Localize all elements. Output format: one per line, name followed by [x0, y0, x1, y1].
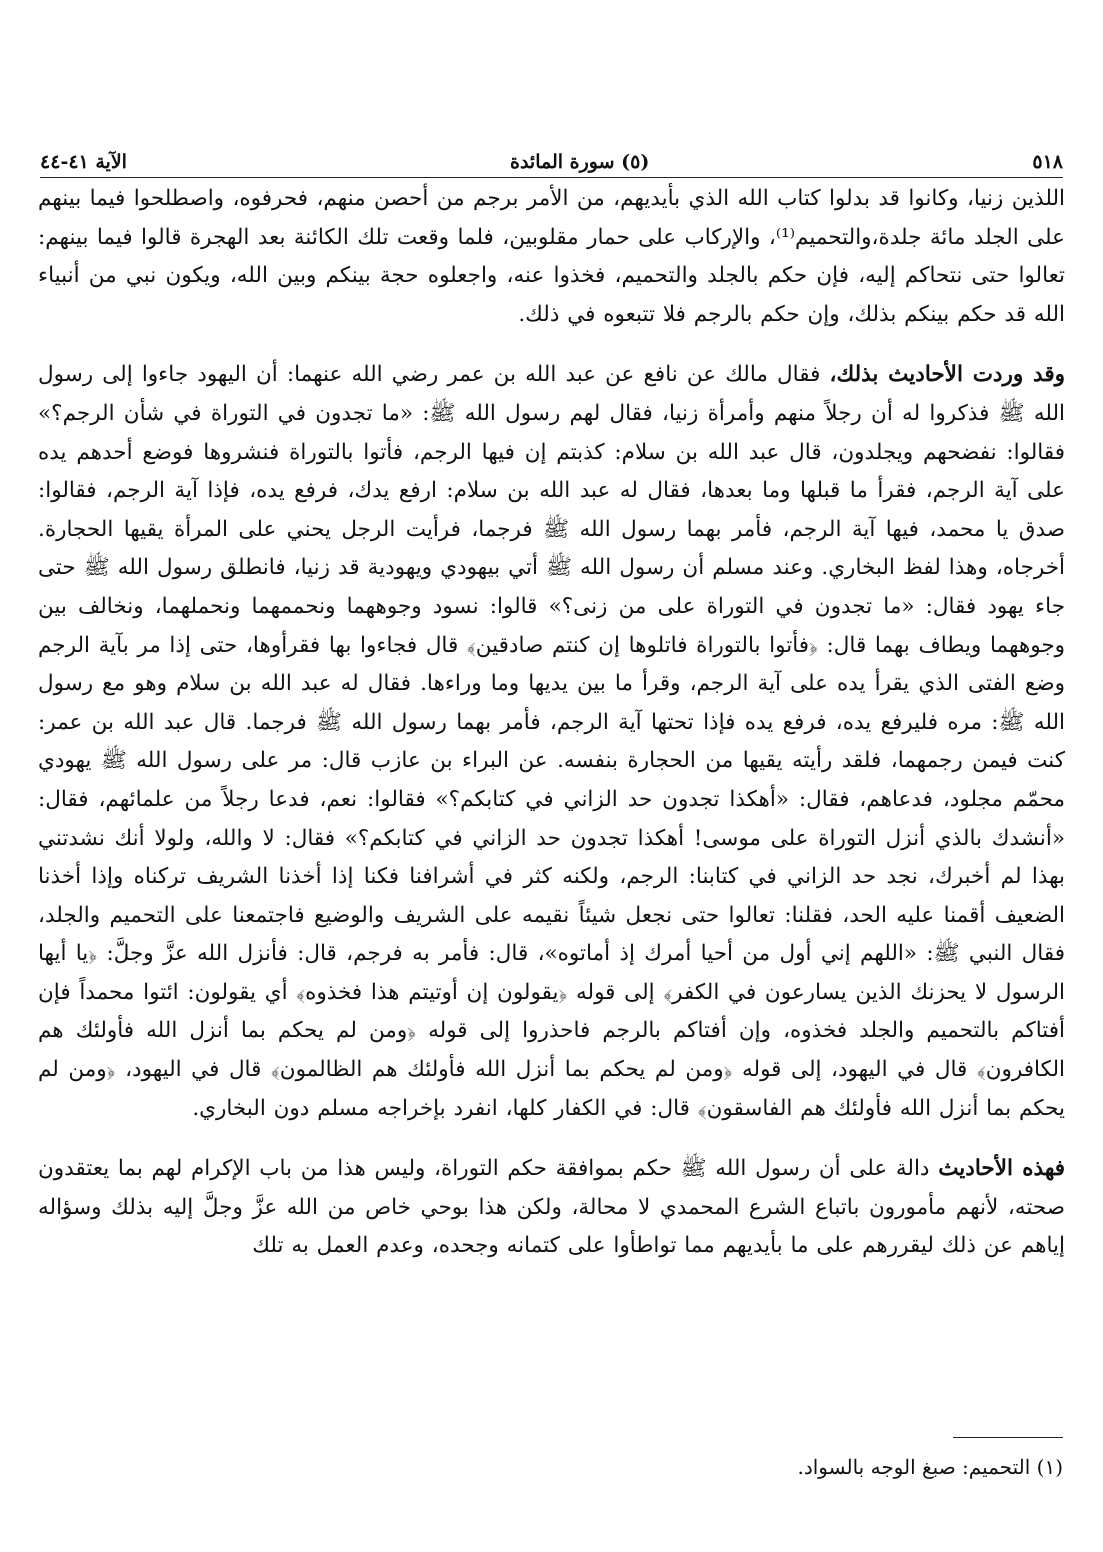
paragraph — [38, 356, 1065, 1128]
paragraph — [38, 1150, 1065, 1266]
paragraph-lead: فهذه الأحاديث — [938, 1156, 1066, 1182]
page-header — [40, 143, 1063, 178]
verse-range: الآية ٤١-٤٤ — [40, 151, 127, 173]
paragraph — [38, 180, 1065, 334]
paragraph-lead: وقد وردت الأحاديث بذلك، — [829, 362, 1065, 388]
paragraph-body: اللذين زنيا، وكانوا قد بدلوا كتاب الله الذي بأيديهم، من الأمر برجم من أحصن منهم، فحرفوه، واصطلحوا فيما بينهم على الجلد مائة جلدة،والتحميم⁽¹⁾، والإركاب على حمار مقلوبين، فلما وقعت تلك الكائنة بعد الهجرة قالوا فيما بينهم: تعالوا حتى نتحاكم إليه، فإن حكم بالجلد والتحميم، فخذوا عنه، واجعلوه حجة بينكم وبين الله، ويكون نبي من أنبياء الله قد حكم بينكم بذلك، وإن حكم بالرجم فلا تتبعوه في ذلك. — [38, 186, 1065, 327]
main-text — [38, 180, 1065, 1266]
page-number: ٥١٨ — [1032, 151, 1063, 173]
paragraph-body: فقال مالك عن نافع عن عبد الله بن عمر رضي الله عنهما: أن اليهود جاءوا إلى رسول الله ﷺ فذكروا له أن رجلاً منهم وأمرأة زنيا، فقال لهم رسول الله ﷺ: «ما تجدون في التوراة في شأن الرجم؟» فقالوا: نفضحهم ويجلدون، قال عبد الله بن سلام: كذبتم إن فيها الرجم، فأتوا بالتوراة فنشروها فوضع أحدهم يده على آية الرجم، فقرأ ما قبلها وما بعدها، فقال له عبد الله بن سلام: ارفع يدك، فرفع يده، فإذا آية الرجم، فقالوا: صدق يا محمد، فيها آية الرجم، فأمر بهما رسول الله ﷺ فرجما، فرأيت الرجل يحني على المرأة يقيها الحجارة. أخرجاه، وهذا لفظ البخاري. وعند مسلم أن رسول الله ﷺ أتي بيهودي ويهودية قد زنيا، فانطلق رسول الله ﷺ حتى جاء يهود فقال: «ما تجدون في التوراة على من زنى؟» قالوا: نسود وجوههما ونحممهما ونحملهما، ونخالف بين وجوههما ويطاف بهما قال: ﴿فأتوا بالتوراة فاتلوها إن كنتم صادقين﴾ قال فجاءوا بها فقرأوها، حتى إذا مر بآية الرجم وضع الفتى الذي يقرأ يده على آية الرجم، وقرأ ما بين يديها وما وراءها. فقال له عبد الله بن سلام وهو مع رسول الله ﷺ: مره فليرفع يده، فرفع يده فإذا تحتها آية الرجم، فأمر بهما رسول الله ﷺ فرجما. قال عبد الله بن عمر: كنت فيمن رجمهما، فلقد رأيته يقيها من الحجارة بنفسه. عن البراء بن عازب قال: مر على رسول الله ﷺ يهودي محمّم مجلود، فدعاهم، فقال: «أهكذا تجدون حد الزاني في كتابكم؟» فقالوا: نعم، فدعا رجلاً من علمائهم، فقال: «أنشدك بالذي أنزل التوراة على موسى! أهكذا تجدون حد الزاني في كتابكم؟» فقال: لا والله، ولولا أنك نشدتني بهذا لم أخبرك، نجد حد الزاني في كتابنا: الرجم، ولكنه كثر في أشرافنا فكنا إذا أخذنا الشريف تركناه وإذا أخذنا الضعيف أقمنا عليه الحد، فقلنا: تعالوا حتى نجعل شيئاً نقيمه على الشريف والوضيع فاجتمعنا على التحميم والجلد، فقال النبي ﷺ: «اللهم إني أول من أحيا أمرك إذ أماتوه»، قال: فأمر به فرجم، قال: فأنزل الله عزَّ وجلَّ: ﴿يا أيها الرسول لا يحزنك الذين يسارعون في الكفر﴾ إلى قوله ﴿يقولون إن أوتيتم هذا فخذوه﴾ أي يقولون: ائتوا محمداً فإن أفتاكم بالتحميم والجلد فخذوه، وإن أفتاكم بالرجم فاحذروا إلى قوله ﴿ومن لم يحكم بما أنزل الله فأولئك هم الكافرون﴾ قال في اليهود، إلى قوله ﴿ومن لم يحكم بما أنزل الله فأولئك هم الظالمون﴾ قال في اليهود، ﴿ومن لم يحكم بما أنزل الله فأولئك هم الفاسقون﴾ قال: في الكفار كلها، انفرد بإخراجه مسلم دون البخاري. — [38, 362, 1065, 1121]
surah-title: (٥) سورة المائدة — [509, 151, 650, 173]
paragraph-body: دالة على أن رسول الله ﷺ حكم بموافقة حكم التوراة، وليس هذا من باب الإكرام لهم بما يعتقدون صحته، لأنهم مأمورون باتباع الشرع المحمدي لا محالة، ولكن هذا بوحي خاص من الله عزَّ وجلَّ إليه بذلك وسؤاله إياهم عن ذلك ليقررهم على ما بأيديهم مما تواطأوا على كتمانه وجحده، وعدم العمل به تلك — [38, 1156, 1065, 1259]
footnote-divider — [953, 1437, 1063, 1438]
footnote: (١) التحميم: صبغ الوجه بالسواد. — [797, 1455, 1063, 1479]
